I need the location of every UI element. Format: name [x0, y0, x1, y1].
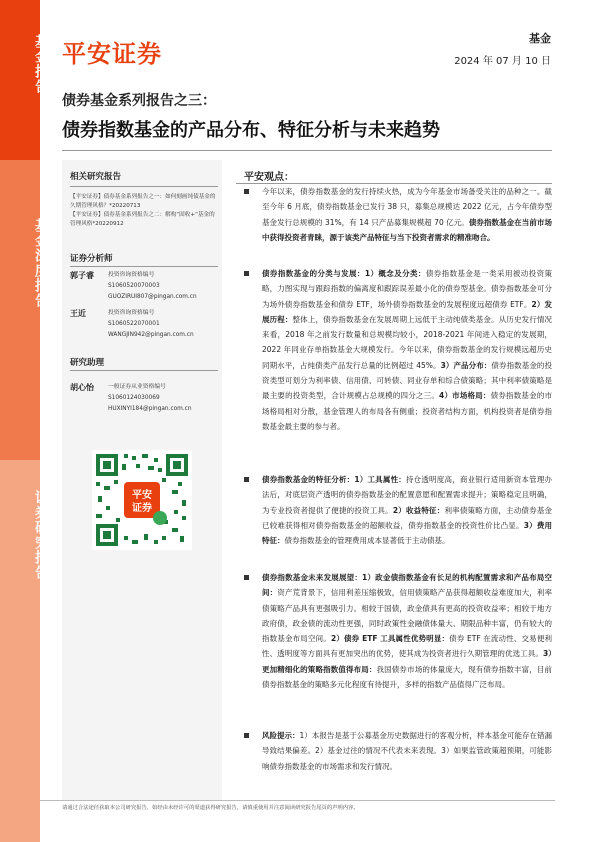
- paragraph-text: 债券指数基金的分类与发展：1）概念及分类：债券指数基金是一类采用被动投资策略，力图实现与跟踪指数的偏离度和跟踪误差最小化的债券型基金。债券指数基金可分为场外债券指数基金和债券 ETF，场外债券指数基金的发展程度远超债券 ETF。2）发展历程：整体上，债券指数基金在发展周期上远低于主动纯债类基金。从历史发行情况来看，2018 年之前发行数量和总规模均较小，2018-2021 年间进入稳定的发展期，2022 年同业存单指数基金大规模发行。今年以来，债券指数基金的发行规模远超历史同期水平，占纯债类产品发行总量的比例超过 45%。3）产品分布：债券指数基金的投资类型可划分为利率债、信用债、可转债、同业存单和综合债策略；其中利率债策略是最主要的投资类型，合计规模占总规模的四分之三。4）市场格局：债券指数基金的市场格局相对分散，基金管理人的布局各有侧重；投资者结构方面，机构投资者是债券指数基金最主要的参与者。: [262, 269, 553, 431]
- bullet-icon: [244, 733, 249, 738]
- paragraph-text: 债券指数基金的特征分析：1）工具属性：持仓透明度高，商业银行适用新资本管理办法后，对底层资产透明的债券指数基金的配置意愿和配置需求提升；策略稳定且明确，为专业投资者提供了便捷的投资工具。2）收益特征：利率债策略方面，主动债券基金已较难获得相对债券指数基金的超额收益，债券指数基金的投资性价比凸显。3）费用特征：债券指数基金的管理费用成本显著低于主动债基。: [262, 475, 553, 546]
- assistant-divider: [70, 370, 218, 371]
- footer-disclaimer: 请通过合法途径获取本公司研究报告，如经由未经许可的渠道获得研究报告，请慎重使用并注意阅读研究报告尾页的声明内容。: [62, 805, 359, 811]
- viewpoint-paragraph-5: [244, 728, 552, 774]
- analyst-heading: 证券分析师: [70, 254, 113, 264]
- qr-logo-text-2: 证券: [132, 503, 152, 514]
- page-title: 债券指数基金的产品分布、特征分析与未来趋势: [62, 120, 440, 141]
- analyst-info: [108, 270, 197, 303]
- analyst-name: 王近: [70, 309, 86, 318]
- sidebar-label-3: 证券研究报告: [33, 490, 49, 580]
- analyst-info: [108, 308, 194, 341]
- sidebar-section-3: [0, 460, 49, 842]
- report-category: 基金: [529, 32, 551, 45]
- qr-code-image[interactable]: [92, 450, 192, 550]
- related-heading: 相关研究报告: [70, 172, 122, 182]
- assistant-heading: 研究助理: [70, 358, 105, 368]
- analyst-divider: [70, 266, 218, 267]
- sidebar: [0, 0, 49, 842]
- brand-logo: 平安证券: [62, 40, 162, 68]
- related-reports: 【平安证券】债券基金系列报告之一：如何刻画纯债基金的久期管理风格？*20220713 【平安证券】债券基金系列报告之二：解构“固收+”基金的管理风格*20220912: [70, 194, 216, 227]
- assistant-email: HUXINYI184@pingan.com.cn: [108, 406, 192, 412]
- analyst-name: 郭子睿: [70, 271, 94, 280]
- qr-logo-text: 平安: [132, 490, 152, 501]
- viewpoint-paragraph-4: [244, 570, 552, 692]
- bullet-icon: [244, 271, 249, 276]
- assistant-info: [108, 382, 192, 415]
- viewpoint-heading: 平安观点：: [244, 172, 294, 183]
- sidebar-section-2: [0, 160, 49, 460]
- bullet-icon: [244, 189, 249, 194]
- analyst-cert-number: S1060522070001: [108, 321, 160, 327]
- analyst-email: GUOZIRUI807@pingan.com.cn: [108, 294, 197, 300]
- viewpoint-paragraph-1: [244, 184, 552, 245]
- viewpoint-paragraph-2: [244, 266, 552, 434]
- analyst-cert-label: 投资咨询资格编号: [108, 272, 155, 278]
- report-date: 2024 年 07 月 10 日: [454, 56, 551, 67]
- analyst-email: WANGJIN942@pingan.com.cn: [108, 332, 194, 338]
- bullet-icon: [244, 575, 249, 580]
- title-divider: [62, 150, 552, 151]
- assistant-cert-label: 一般证券从业资格编号: [108, 384, 166, 390]
- assistant-cert-number: S1060124030069: [108, 395, 160, 401]
- series-title: 债券基金系列报告之三：: [62, 93, 216, 109]
- sidebar-section-1: [0, 0, 49, 160]
- sidebar-label-1: 基金报告: [33, 34, 49, 94]
- related-divider: [70, 186, 218, 187]
- viewpoint-paragraph-3: [244, 472, 552, 548]
- footer-divider: [40, 800, 555, 801]
- paragraph-text: 今年以来，债券指数基金的发行持续火热，成为今年基金市场备受关注的品种之一。截至今年 6 月底，债券指数基金已发行 38 只，募集总规模达 2022 亿元，占今年债券型基金发行总规模的 31%，有 14 只产品募集规模超 70 亿元。债券指数基金在当前市场中获得投资者青睐，源于该类产品特征与当下投资者需求的精准吻合。: [262, 187, 552, 242]
- assistant-name: 胡心怡: [70, 383, 94, 392]
- sidebar-label-2: 基金深度报告: [33, 218, 49, 308]
- analyst-cert-number: S1060520070003: [108, 283, 160, 289]
- paragraph-text: 风险提示：1）本报告是基于公募基金历史数据进行的客观分析，样本基金可能存在错漏导致结果偏差。2）基金过往的情况不代表未来表现。3）如果监管政策超预期，可能影响债券指数基金的市场需求和发行情况。: [262, 731, 552, 771]
- paragraph-text: 债券指数基金未来发展展望：1）政金债指数基金有长足的机构配置需求和产品布局空间：资产荒背景下，信用利差压缩极致，信用债策略产品获得超额收益难度加大，利率债策略产品具有更强吸引力。相较于国债，政金债具有更高的投资收益率；相较于地方政府债，政金债的流动性更强，同时政策性金融债体量大、期限品种丰富，仍有较大的指数基金布局空间。2）债券 ETF 工具属性优势明显：债券 ETF 在流动性、交易便利性、透明度等方面具有更加突出的优势，使其成为投资者进行久期管理的优选工具。3）更加精细化的策略指数值得布局：我国债券市场的体量庞大，现有债券指数丰富，目前债券指数基金的策略多元化程度有待提升，多样的指数产品值得广泛布局。: [262, 573, 553, 690]
- analyst-cert-label: 投资咨询资格编号: [108, 310, 155, 316]
- bullet-icon: [244, 477, 249, 482]
- left-panel: [62, 160, 222, 800]
